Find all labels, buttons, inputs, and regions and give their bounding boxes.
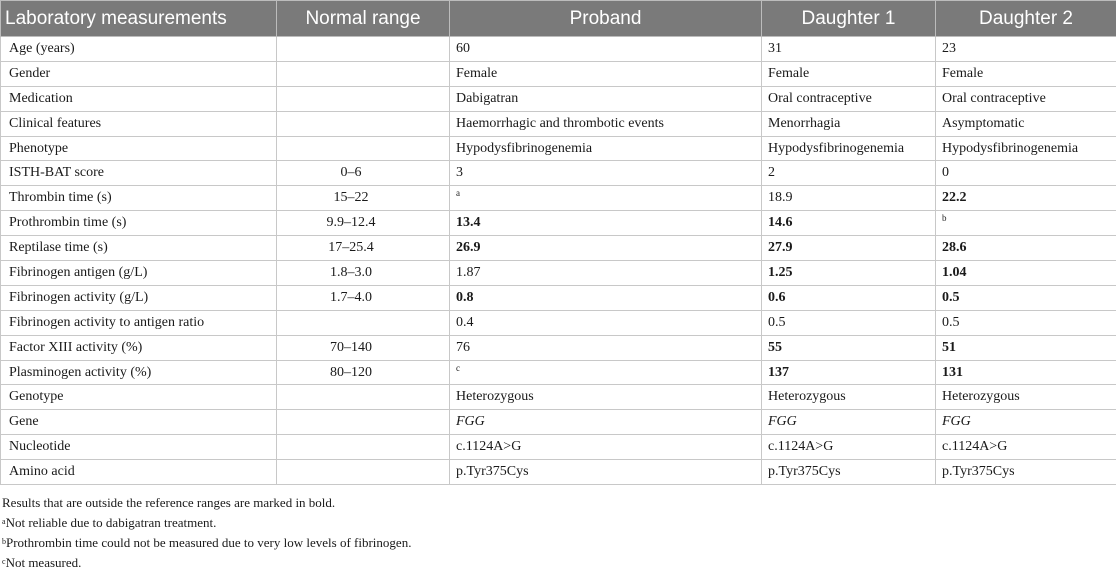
header-proband: Proband [450, 1, 762, 37]
cell-value: c.1124A>G [942, 439, 1007, 454]
daughter-1-value [762, 285, 936, 310]
daughter-2-value [936, 86, 1116, 111]
measurement-name: Genotype [1, 385, 277, 410]
daughter-1-value [762, 435, 936, 460]
daughter-2-value [936, 136, 1116, 161]
daughter-1-value [762, 211, 936, 236]
proband-value [450, 211, 762, 236]
table-row [1, 435, 1116, 460]
daughter-2-value [936, 335, 1116, 360]
measurement-name: Gender [1, 61, 277, 86]
footnote [2, 533, 1116, 553]
measurement-name: Reptilase time (s) [1, 236, 277, 261]
cell-value: Hypodysfibrinogenemia [942, 141, 1078, 156]
measurement-name: ISTH-BAT score [1, 161, 277, 186]
cell-value: 0.5 [768, 315, 786, 330]
daughter-2-value [936, 236, 1116, 261]
cell-value: 3 [456, 165, 463, 180]
table-row [1, 136, 1116, 161]
normal-range-cell [277, 111, 450, 136]
normal-range-cell [277, 37, 450, 62]
footnote-mark: b [2, 537, 6, 546]
cell-value: Female [456, 66, 497, 81]
cell-value: Haemorrhagic and thrombotic events [456, 116, 664, 131]
bold-note: Results that are outside the reference ranges are marked in bold. [2, 493, 1116, 513]
daughter-2-value [936, 360, 1116, 385]
cell-value: 0.5 [942, 315, 960, 330]
cell-value: 55 [768, 340, 782, 355]
footnote-marker: b [942, 213, 947, 223]
table-row [1, 111, 1116, 136]
cell-value: FGG [456, 414, 485, 429]
cell-value: 0.8 [456, 290, 474, 305]
cell-value: 31 [768, 41, 782, 56]
measurement-name: Nucleotide [1, 435, 277, 460]
measurement-name: Fibrinogen activity (g/L) [1, 285, 277, 310]
proband-value [450, 86, 762, 111]
cell-value: Heterozygous [942, 389, 1020, 404]
daughter-1-value [762, 236, 936, 261]
cell-value: FGG [942, 414, 971, 429]
cell-value: p.Tyr375Cys [768, 464, 841, 479]
cell-value: Hypodysfibrinogenemia [768, 141, 904, 156]
cell-value: Female [768, 66, 809, 81]
daughter-2-value [936, 37, 1116, 62]
normal-range-cell: 70–140 [277, 335, 450, 360]
proband-value [450, 310, 762, 335]
daughter-2-value [936, 460, 1116, 485]
measurement-name: Phenotype [1, 136, 277, 161]
normal-range-cell [277, 385, 450, 410]
measurement-name: Plasminogen activity (%) [1, 360, 277, 385]
daughter-1-value [762, 460, 936, 485]
header-laboratory-measurements: Laboratory measurements [1, 1, 277, 37]
cell-value: 1.04 [942, 265, 967, 280]
daughter-1-value [762, 335, 936, 360]
cell-value: 22.2 [942, 190, 967, 205]
header-daughter-2: Daughter 2 [936, 1, 1116, 37]
measurement-name: Thrombin time (s) [1, 186, 277, 211]
normal-range-cell [277, 460, 450, 485]
normal-range-cell: 9.9–12.4 [277, 211, 450, 236]
proband-value [450, 161, 762, 186]
proband-value [450, 111, 762, 136]
daughter-1-value [762, 186, 936, 211]
cell-value: Heterozygous [768, 389, 846, 404]
header-row [1, 1, 1116, 37]
table-row [1, 310, 1116, 335]
table-footnotes [0, 485, 1116, 573]
cell-value: 23 [942, 41, 956, 56]
proband-value [450, 61, 762, 86]
cell-value: 0.5 [942, 290, 960, 305]
cell-value: Oral contraceptive [768, 91, 872, 106]
cell-value: c.1124A>G [456, 439, 521, 454]
normal-range-cell: 1.8–3.0 [277, 261, 450, 286]
daughter-2-value [936, 161, 1116, 186]
cell-value: 18.9 [768, 190, 793, 205]
normal-range-cell [277, 310, 450, 335]
measurement-name: Medication [1, 86, 277, 111]
footnote-text: Prothrombin time could not be measured due to very low levels of fibrinogen. [6, 535, 411, 550]
cell-value: Menorrhagia [768, 116, 840, 131]
normal-range-cell: 15–22 [277, 186, 450, 211]
table-row [1, 37, 1116, 62]
measurement-name: Factor XIII activity (%) [1, 335, 277, 360]
table-body [1, 37, 1116, 485]
measurement-name: Age (years) [1, 37, 277, 62]
cell-value: Female [942, 66, 983, 81]
cell-value: p.Tyr375Cys [456, 464, 529, 479]
cell-value: 2 [768, 165, 775, 180]
cell-value: 0.6 [768, 290, 786, 305]
proband-value [450, 136, 762, 161]
cell-value: 76 [456, 340, 470, 355]
table-row [1, 186, 1116, 211]
daughter-2-value [936, 310, 1116, 335]
measurement-name: Fibrinogen antigen (g/L) [1, 261, 277, 286]
normal-range-cell: 0–6 [277, 161, 450, 186]
daughter-1-value [762, 385, 936, 410]
cell-value: 26.9 [456, 240, 481, 255]
measurement-name: Fibrinogen activity to antigen ratio [1, 310, 277, 335]
table-row [1, 335, 1116, 360]
proband-value [450, 186, 762, 211]
normal-range-cell [277, 435, 450, 460]
proband-value [450, 335, 762, 360]
measurement-name: Amino acid [1, 460, 277, 485]
daughter-2-value [936, 111, 1116, 136]
header-daughter-1: Daughter 1 [762, 1, 936, 37]
measurement-name: Clinical features [1, 111, 277, 136]
cell-value: 137 [768, 365, 789, 380]
normal-range-cell [277, 86, 450, 111]
daughter-2-value [936, 186, 1116, 211]
cell-value: 27.9 [768, 240, 793, 255]
footnote-marker: c [456, 363, 460, 373]
proband-value [450, 410, 762, 435]
daughter-1-value [762, 360, 936, 385]
daughter-1-value [762, 37, 936, 62]
normal-range-cell [277, 136, 450, 161]
cell-value: 13.4 [456, 215, 481, 230]
table-row [1, 285, 1116, 310]
daughter-1-value [762, 261, 936, 286]
table-row [1, 211, 1116, 236]
daughter-2-value [936, 435, 1116, 460]
table-row [1, 261, 1116, 286]
table-row [1, 236, 1116, 261]
daughter-2-value [936, 261, 1116, 286]
cell-value: 28.6 [942, 240, 967, 255]
cell-value: 0 [942, 165, 949, 180]
daughter-1-value [762, 136, 936, 161]
proband-value [450, 360, 762, 385]
table-row [1, 360, 1116, 385]
daughter-1-value [762, 410, 936, 435]
footnote-list [2, 513, 1116, 573]
daughter-1-value [762, 61, 936, 86]
proband-value [450, 261, 762, 286]
footnote-mark: a [2, 517, 6, 526]
table-header [1, 1, 1116, 37]
daughter-2-value [936, 211, 1116, 236]
normal-range-cell [277, 61, 450, 86]
normal-range-cell: 17–25.4 [277, 236, 450, 261]
table-row [1, 86, 1116, 111]
cell-value: Dabigatran [456, 91, 518, 106]
proband-value [450, 460, 762, 485]
measurement-name: Gene [1, 410, 277, 435]
daughter-1-value [762, 111, 936, 136]
cell-value: FGG [768, 414, 797, 429]
cell-value: Heterozygous [456, 389, 534, 404]
daughter-2-value [936, 61, 1116, 86]
proband-value [450, 385, 762, 410]
footnote [2, 553, 1116, 573]
proband-value [450, 435, 762, 460]
table-row [1, 460, 1116, 485]
normal-range-cell: 1.7–4.0 [277, 285, 450, 310]
daughter-1-value [762, 161, 936, 186]
daughter-2-value [936, 385, 1116, 410]
cell-value: 51 [942, 340, 956, 355]
cell-value: 0.4 [456, 315, 474, 330]
footnote-marker: a [456, 188, 460, 198]
table-row [1, 410, 1116, 435]
footnote-text: Not measured. [6, 555, 82, 570]
normal-range-cell: 80–120 [277, 360, 450, 385]
header-normal-range: Normal range [277, 1, 450, 37]
daughter-2-value [936, 410, 1116, 435]
cell-value: 14.6 [768, 215, 793, 230]
cell-value: 1.87 [456, 265, 481, 280]
daughter-2-value [936, 285, 1116, 310]
daughter-1-value [762, 86, 936, 111]
cell-value: 60 [456, 41, 470, 56]
footnote [2, 513, 1116, 533]
cell-value: Asymptomatic [942, 116, 1024, 131]
proband-value [450, 236, 762, 261]
footnote-mark: c [2, 557, 6, 566]
cell-value: Hypodysfibrinogenemia [456, 141, 592, 156]
measurement-name: Prothrombin time (s) [1, 211, 277, 236]
footnote-text: Not reliable due to dabigatran treatment. [6, 515, 217, 530]
cell-value: 131 [942, 365, 963, 380]
cell-value: p.Tyr375Cys [942, 464, 1015, 479]
normal-range-cell [277, 410, 450, 435]
proband-value [450, 285, 762, 310]
proband-value [450, 37, 762, 62]
cell-value: Oral contraceptive [942, 91, 1046, 106]
table-row [1, 161, 1116, 186]
cell-value: 1.25 [768, 265, 793, 280]
daughter-1-value [762, 310, 936, 335]
cell-value: c.1124A>G [768, 439, 833, 454]
table-row [1, 385, 1116, 410]
table-row [1, 61, 1116, 86]
